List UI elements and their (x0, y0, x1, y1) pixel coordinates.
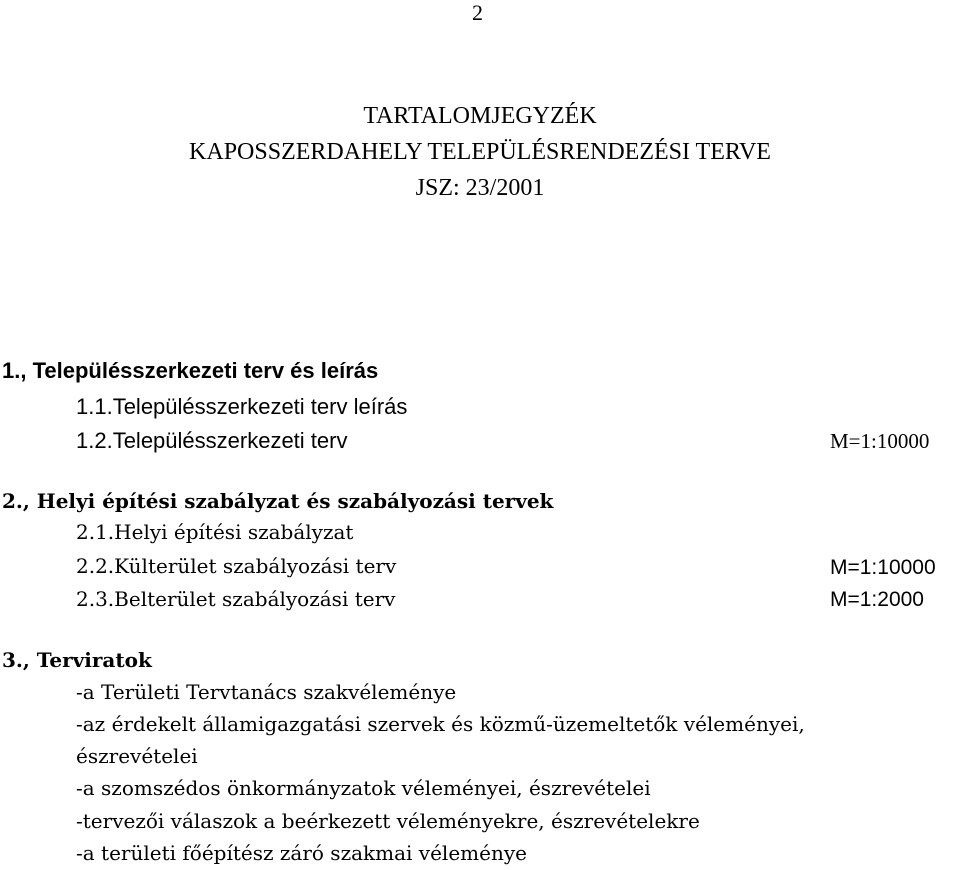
section-3-heading: 3., Terviratok (2, 648, 152, 672)
document-reference: JSZ: 23/2001 (415, 175, 545, 201)
list-item: -a területi főépítész záró szakmai véleménye (76, 841, 527, 865)
toc-item-1-2: 1.2.Településszerkezeti terv (76, 428, 348, 453)
list-item: észrevételei (76, 744, 198, 768)
list-item: -tervezői válaszok a beérkezett véleményekre, észrevételekre (76, 809, 700, 833)
toc-item-2-2-scale: M=1:10000 (830, 556, 936, 579)
toc-item-2-3-scale: M=1:2000 (830, 588, 924, 611)
section-2-heading: 2., Helyi építési szabályzat és szabályozási tervek (2, 489, 554, 513)
toc-item-1-1: 1.1.Településszerkezeti terv leírás (76, 394, 408, 419)
document-title: TARTALOMJEGYZÉK (363, 103, 597, 129)
toc-item-2-2: 2.2.Külterület szabályozási terv (76, 554, 397, 578)
document-subtitle: KAPOSSZERDAHELY TELEPÜLÉSRENDEZÉSI TERVE (189, 139, 771, 165)
page-number: 2 (472, 0, 483, 25)
list-item: -az érdekelt államigazgatási szervek és közmű-üzemeltetők véleményei, (76, 712, 805, 736)
list-item: -a szomszédos önkormányzatok véleményei, észrevételei (76, 776, 651, 800)
section-1-heading: 1., Településszerkezeti terv és leírás (2, 358, 379, 383)
toc-item-2-3: 2.3.Belterület szabályozási terv (76, 587, 396, 611)
toc-item-1-2-scale: M=1:10000 (830, 429, 930, 453)
list-item: -a Területi Tervtanács szakvéleménye (76, 680, 457, 704)
toc-item-2-1: 2.1.Helyi építési szabályzat (76, 520, 354, 544)
